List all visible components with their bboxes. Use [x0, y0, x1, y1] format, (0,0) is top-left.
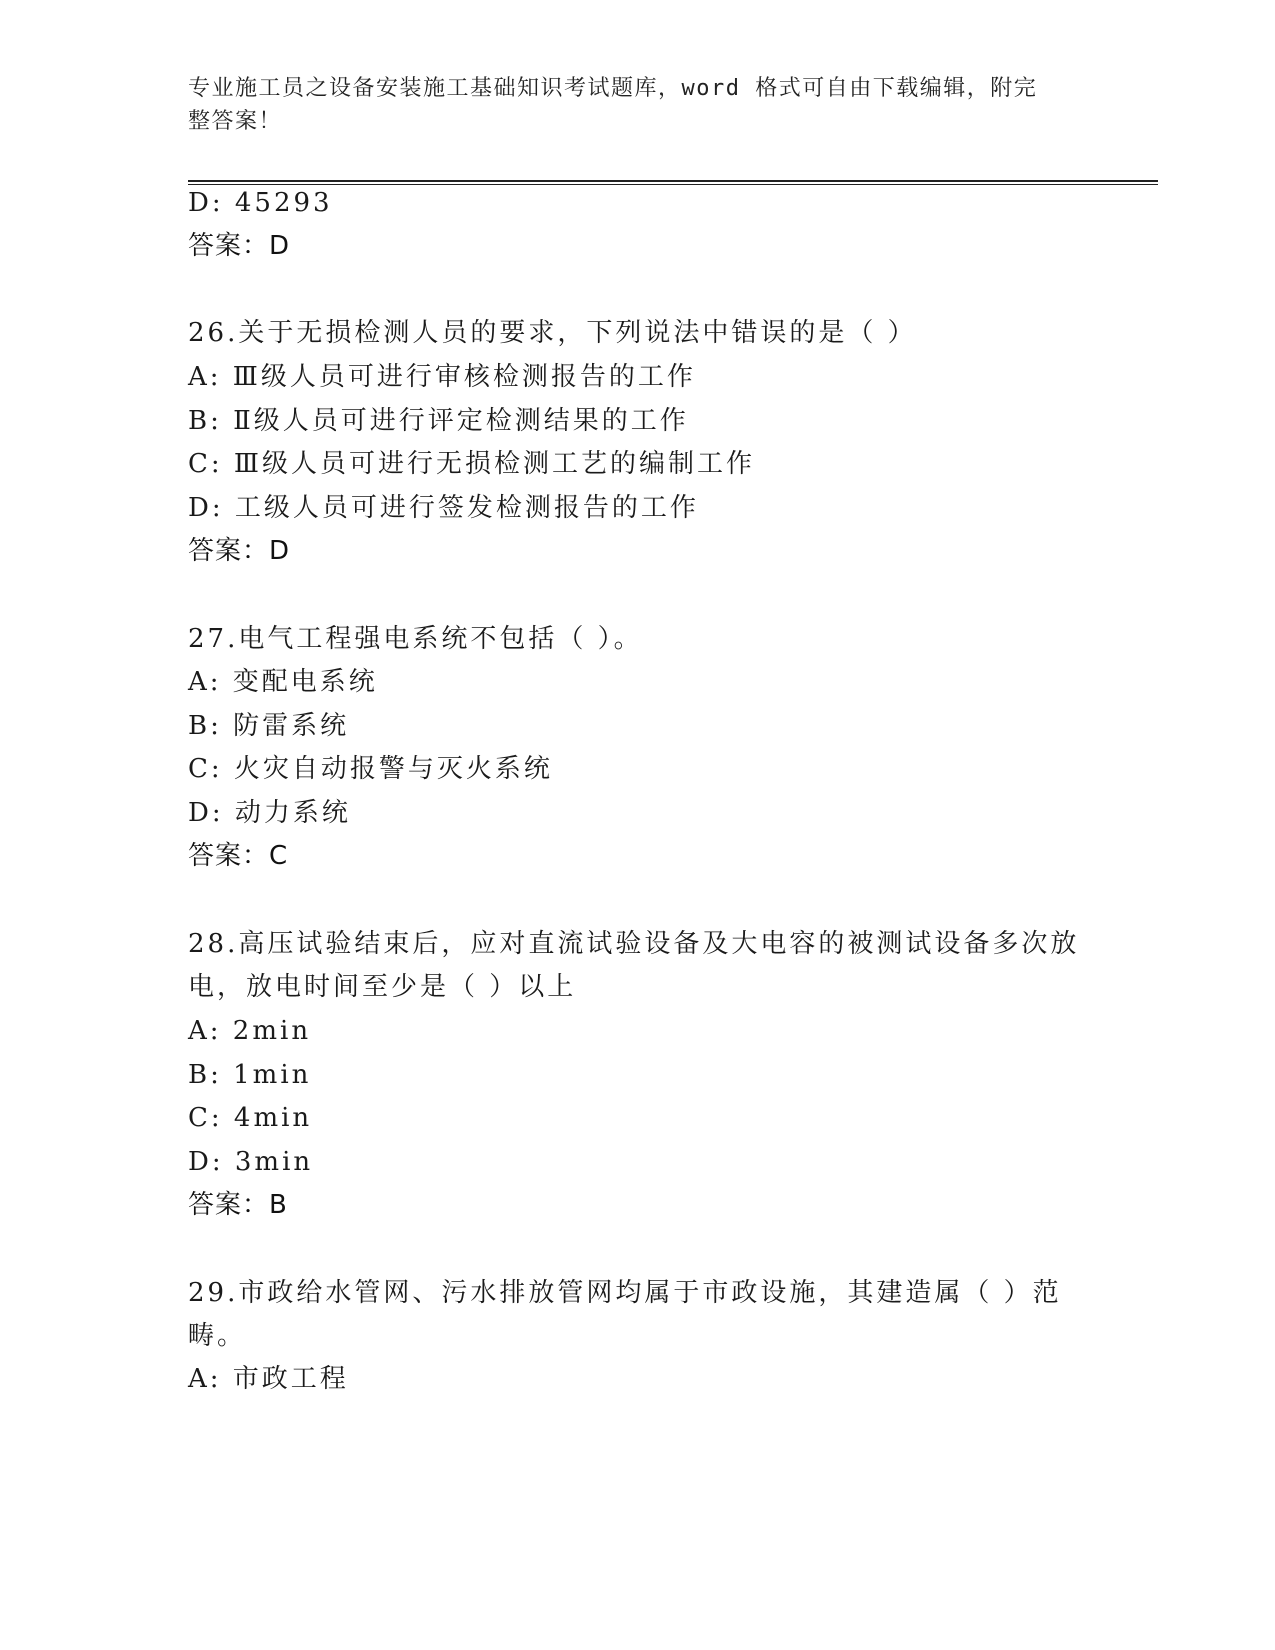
- document-header: [188, 72, 1088, 138]
- header-line-1: 专业施工员之设备安装施工基础知识考试题库，word 格式可自由下载编辑，附完: [188, 76, 1038, 101]
- q28-option-d: D: 3min: [188, 1147, 314, 1177]
- q27-answer: 答案：C: [188, 841, 289, 871]
- q29-stem-line-1: 29.市政给水管网、污水排放管网均属于市政设施，其建造属（ ）范: [188, 1278, 1062, 1308]
- q27-option-d: D: 动力系统: [188, 798, 351, 828]
- q27-stem: 27.电气工程强电系统不包括（ ）。: [188, 624, 643, 654]
- q28-option-b: B: 1min: [188, 1060, 312, 1090]
- q28-option-a: A: 2min: [188, 1016, 312, 1046]
- q26-answer: 答案：D: [188, 536, 291, 566]
- q29-option-a: A: 市政工程: [188, 1364, 349, 1394]
- header-line-2: 整答案！: [188, 109, 283, 134]
- header-divider-thick: [188, 180, 1158, 182]
- q26-option-d: D: 工级人员可进行签发检测报告的工作: [188, 493, 699, 523]
- q27-option-b: B: 防雷系统: [188, 711, 350, 741]
- q26-option-c: C: Ⅲ级人员可进行无损检测工艺的编制工作: [188, 449, 755, 479]
- q28-answer: 答案：B: [188, 1190, 288, 1220]
- q26-option-a: A: Ⅲ级人员可进行审核检测报告的工作: [188, 362, 696, 392]
- q29-stem-line-2: 畴。: [188, 1321, 247, 1351]
- q28-option-c: C: 4min: [188, 1103, 313, 1133]
- prev-option-d: D: 45293: [188, 188, 333, 218]
- q27-option-c: C: 火灾自动报警与灭火系统: [188, 754, 553, 784]
- q28-stem-line-2: 电，放电时间至少是（ ）以上: [188, 972, 577, 1002]
- q28-stem-line-1: 28.高压试验结束后，应对直流试验设备及大电容的被测试设备多次放: [188, 929, 1080, 959]
- header-divider-thin: [188, 184, 1158, 185]
- q27-option-a: A: 变配电系统: [188, 667, 378, 697]
- q26-stem: 26.关于无损检测人员的要求，下列说法中错误的是（ ）: [188, 318, 917, 348]
- q26-option-b: B: Ⅱ级人员可进行评定检测结果的工作: [188, 406, 689, 436]
- prev-answer: 答案：D: [188, 231, 291, 261]
